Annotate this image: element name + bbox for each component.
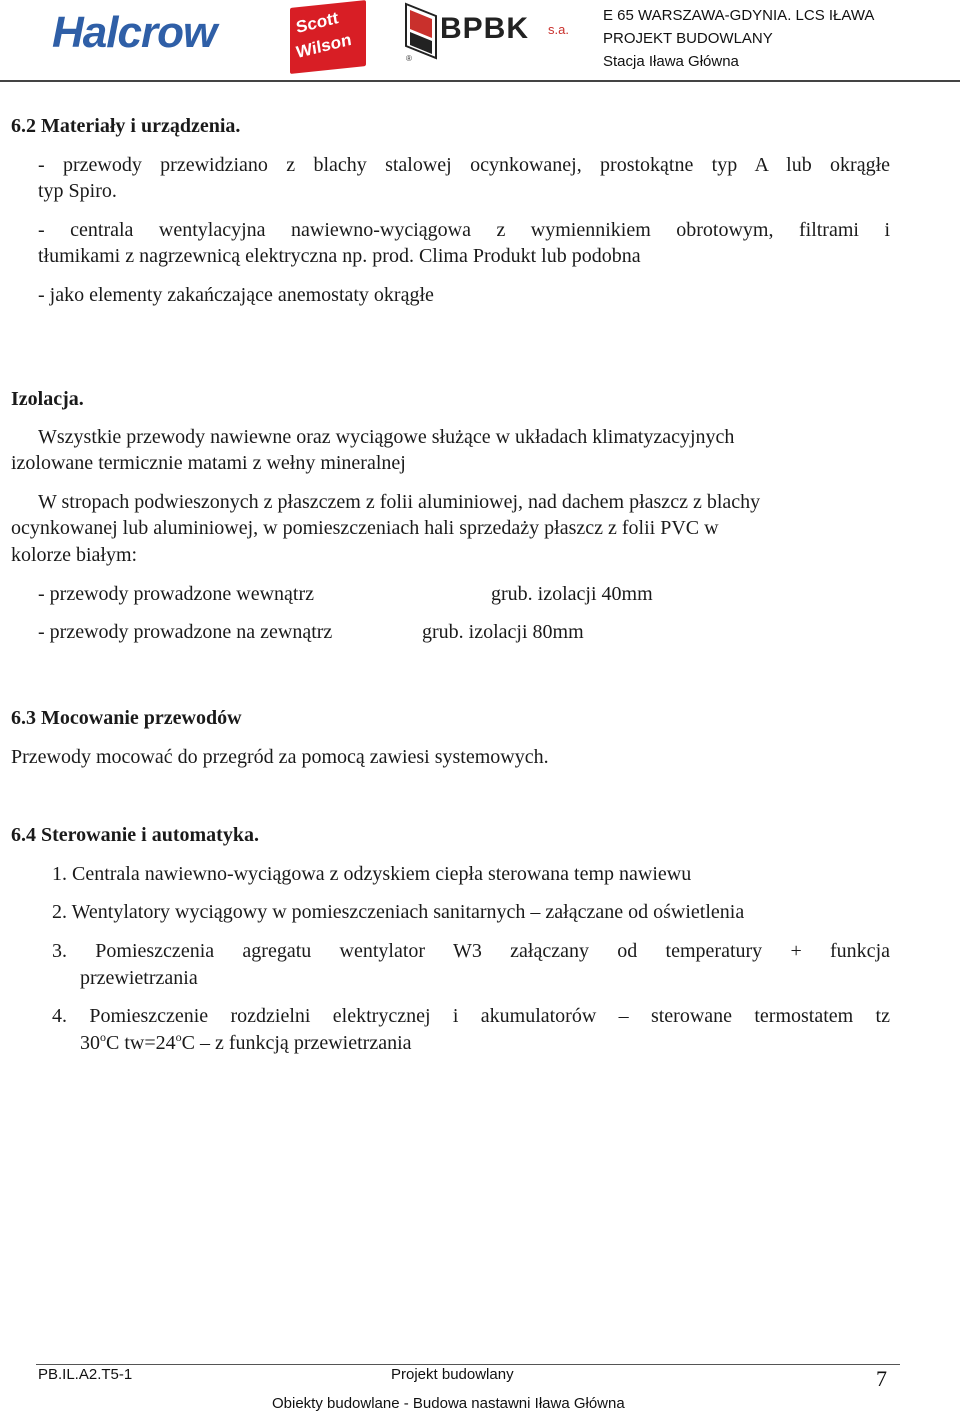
footer-document-code: PB.IL.A2.T5-1 (38, 1366, 133, 1383)
scott-wilson-logo-line1: Scott (294, 8, 340, 38)
insulation-row1-value: grub. izolacji 40mm (491, 583, 653, 605)
mounting-text: Przewody mocować do przegród za pomocą zawiesi systemowych. (11, 746, 549, 768)
control-item3-line2: przewietrzania (80, 967, 198, 989)
bpbk-logo (404, 2, 574, 74)
materials-item2-line2: tłumikami z nagrzewnicą elektryczna np. prod. Clima Produkt lub podobna (38, 245, 641, 267)
insulation-row2-label: - przewody prowadzone na zewnątrz (38, 621, 333, 643)
halcrow-logo-text: Halcrow (52, 8, 217, 57)
degree-superscript-2: o (175, 1030, 182, 1044)
control-item4-text-c: C – z funkcją przewietrzania (181, 1032, 412, 1054)
insulation-heading: Izolacja. (11, 388, 84, 410)
section-6-2-heading: 6.2 Materiały i urządzenia. (11, 115, 241, 137)
insulation-para2-line3: kolorze białym: (11, 544, 138, 566)
materials-item2-line1: - centrala wentylacyjna nawiewno-wyciągowa z wymiennikiem obrotowym, filtrami i (38, 219, 890, 241)
section-6-3-heading: 6.3 Mocowanie przewodów (11, 707, 242, 729)
insulation-row2-value: grub. izolacji 80mm (422, 621, 584, 643)
insulation-row1-label: - przewody prowadzone wewnątrz (38, 583, 314, 605)
bpbk-logo-suffix: s.a. (548, 22, 569, 37)
project-info (603, 4, 874, 73)
project-info-line2: PROJEKT BUDOWLANY (603, 30, 773, 47)
control-item4-line1: 4. Pomieszczenie rozdzielni elektrycznej i akumulatorów – sterowane termostatem tz (52, 1005, 890, 1027)
control-item3-line1: 3. Pomieszczenia agregatu wentylator W3 załączany od temperatury + funkcja (52, 940, 890, 962)
registered-mark-icon: ® (406, 54, 412, 63)
footer-object-name: Obiekty budowlane - Budowa nastawni Iława Główna (272, 1395, 625, 1412)
control-item2: 2. Wentylatory wyciągowy w pomieszczeniach sanitarnych – załączane od oświetlenia (52, 901, 745, 923)
scott-wilson-logo-line2: Wilson (294, 29, 353, 62)
halcrow-logo (52, 10, 232, 56)
footer-divider (36, 1364, 900, 1365)
project-info-line3: Stacja Iława Główna (603, 53, 739, 70)
header-divider (0, 80, 960, 82)
insulation-para2-line1: W stropach podwieszonych z płaszczem z folii aluminiowej, nad dachem płaszcz z blachy (38, 491, 761, 513)
insulation-para2-line2: ocynkowanej lub aluminiowej, w pomieszczeniach hali sprzedaży płaszcz z folii PVC w (11, 517, 719, 539)
control-item4-line2 (80, 1030, 412, 1056)
materials-item1-line1: - przewody przewidziano z blachy stalowej ocynkowanej, prostokątne typ A lub okrągłe (38, 154, 890, 176)
bpbk-logo-text: BPBK (440, 12, 530, 45)
insulation-para1-line2: izolowane termicznie matami z wełny mineralnej (11, 452, 406, 474)
control-item4-text-a: 30 (80, 1032, 100, 1054)
degree-superscript-1: o (100, 1030, 106, 1044)
control-item1: 1. Centrala nawiewno-wyciągowa z odzyskiem ciepła sterowana temp nawiewu (52, 863, 692, 885)
footer-project-type: Projekt budowlany (391, 1366, 514, 1383)
scott-wilson-logo (290, 0, 366, 74)
page-header (0, 0, 960, 84)
control-item4-text-b: C tw=24 (106, 1032, 176, 1054)
page-number: 7 (876, 1366, 887, 1391)
materials-item3: - jako elementy zakańczające anemostaty okrągłe (38, 284, 434, 306)
project-info-line1: E 65 WARSZAWA-GDYNIA. LCS IŁAWA (603, 7, 875, 24)
insulation-para1-line1: Wszystkie przewody nawiewne oraz wyciągowe służące w układach klimatyzacyjnych (38, 426, 735, 448)
materials-item1-line2: typ Spiro. (38, 180, 117, 202)
section-6-4-heading: 6.4 Sterowanie i automatyka. (11, 824, 259, 846)
